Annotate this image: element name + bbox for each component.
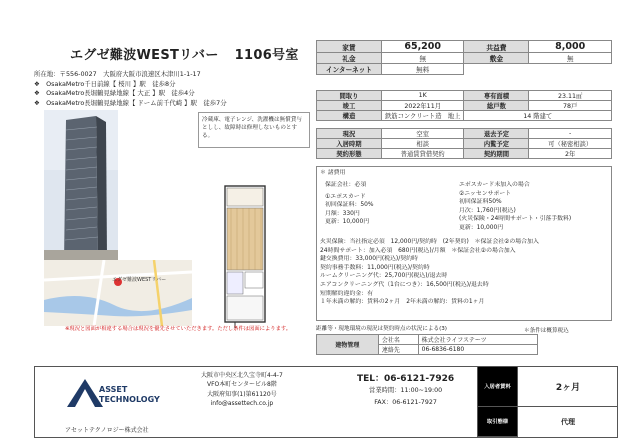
fee-item: １年未満の解約：賃料の2ヶ月 2年未満の解約：賃料の1ヶ月 [320,299,485,306]
alt-guarantor-block [459,181,609,233]
floors-value: 14 階建て [464,111,612,121]
building-name: エグゼ難波WESTリバー [70,48,219,63]
common-fee-value: 8,000 [529,41,612,53]
table-row [478,367,619,406]
tel-label: 連絡先 [378,345,418,355]
contract-type-label: 契約形態 [317,149,382,159]
area-map [44,260,192,326]
alt-line: (火災保険・24時間サポート・引落手数料) [459,216,572,223]
status-table [316,128,612,159]
fee-items [320,238,608,307]
layout-label: 間取り [317,91,382,101]
moveout-value: - [529,129,612,139]
warning-text: ※現況と図面が相違する場合は現況を優先させていただきます。ただし条件は図面によります。 [64,326,292,332]
alt-line: 初回保証料50% [459,199,502,206]
key-money-label: 礼金 [317,53,382,64]
table-row [317,101,612,111]
company-line: VFO本町センタービル8階 [206,381,277,389]
contract-term-value: 2年 [529,149,612,159]
deposit-value: 無 [529,53,612,64]
alt-title: エポスカード未加入の場合 [459,182,530,188]
viewing-label: 内覧予定 [464,139,529,149]
movein-label: 入居時期 [317,139,382,149]
station-line: ❖ OsakaMetro千日前線【 桜川 】駅 徒歩8分 [34,79,176,88]
spec-table [316,90,612,121]
card-title: ①エポスカード [325,193,366,200]
map-label: エグゼ難波WESTリバー [112,277,167,283]
structure-label: 構造 [317,111,382,121]
station-line: ❖ OsakaMetro長堀鶴見緑地線【 ドーム前千代崎 】駅 徒歩7分 [34,98,227,107]
page-title [70,44,299,63]
status-label: 現況 [317,129,382,139]
table-row [317,111,612,121]
agent-value: 代理 [518,406,619,436]
logo-text: ASSET [99,385,128,394]
area-label: 専有面積 [464,91,529,101]
fax-number: FAX：06-6121-7927 [374,399,437,406]
table-row [317,129,612,139]
table-row [317,41,612,53]
rent-value: 65,200 [381,41,464,53]
company-value: 株式会社ライフステーツ [418,335,537,345]
note-box: 冷蔵庫、電子レンジ、洗濯機は無償貸与としし、故障時は修理しないものとする。 [198,112,310,148]
manager-table [316,334,538,355]
contact-block [357,373,454,409]
fee-item: 鍵交換費用：33,000円(税込)/契約時 [320,256,418,263]
key-money-value: 無 [381,53,464,64]
structure-value: 鉄筋コンクリート造 地上 [381,111,464,121]
internet-value: 無料 [381,64,464,75]
fee-item: 24時間サポート：加入必須 680円(税込)/月額 ＊保証会社②の場合加入 [320,247,516,254]
alt-line: ②ニッセンサポート [459,190,512,197]
agent-box [477,367,618,437]
table-row [317,139,612,149]
tax-note: ＊条件は概算税込 [524,328,569,334]
company-email: info@assettech.co.jp [210,400,274,408]
guarantor-text: 保証会社：必須 [325,182,367,188]
rent-label: 家賃 [317,41,382,53]
table-row [317,335,538,345]
table-row [478,406,619,436]
contract-type-value: 普通賃貸借契約 [381,149,464,159]
agent-value: 2ヶ月 [518,367,619,406]
area-value: 23.11㎡ [529,91,612,101]
table-row [317,53,612,64]
built-value: 2022年11月 [381,101,464,111]
company-label: 会社名 [378,335,418,345]
layout-value: 1K [381,91,464,101]
station-line: ❖ OsakaMetro長堀鶴見緑地線【 大正 】駅 徒歩4分 [34,89,195,98]
agent-label: 取引態様 [478,406,518,436]
deposit-label: 敷金 [464,53,529,64]
fee-item: 火災保険：当社指定必須 12,000円/契約時 (2年契約) ＊保証会社②の場合加入 [320,239,539,245]
fees-header: ＊ 諸費用 [320,170,346,176]
company-info [201,371,283,409]
alt-line: 更新：10,000円 [459,224,504,231]
company-line: 大阪府知事(1)第61120号 [207,390,277,398]
built-label: 竣工 [317,101,382,111]
alt-line: 月次：1,760円(税込) [459,207,516,214]
fee-item: 短期解約違約金：有 [320,290,374,297]
hours: 営業時間：11:00~19:00 [369,387,443,394]
moveout-label: 退去予定 [464,129,529,139]
agent-label: 入居者賃料 [478,367,518,406]
address-line: 所在地：〒556-0027 大阪府大阪市浪速区木津川1-1-17 [34,70,201,78]
fee-item: 契約事務手数料：11,000円(税込)/契約時 [320,264,430,271]
company-name: アセットテクノロジー株式会社 [65,427,149,434]
footer [34,366,618,438]
viewing-value: 可（秘密相談） [529,139,612,149]
logo-text-2: TECHNOLOGY [99,395,160,404]
floor-plan [205,180,283,328]
fees-section [316,166,612,321]
epos-card-block [325,181,455,227]
card-line: 初回保証料：50% [325,202,374,209]
common-fee-label: 共益費 [464,41,529,53]
card-line: 月額：330円 [325,210,360,217]
company-logo [65,377,160,434]
room-number: 1106号室 [234,48,299,63]
card-line: 更新：10,000円 [325,219,370,226]
building-photo [44,110,118,270]
units-label: 総戸数 [464,101,529,111]
rent-table [316,40,612,75]
status-value: 空室 [381,129,464,139]
company-line: 大阪市中央区北久宝寺町4-4-7 [201,372,283,379]
table-row [317,64,612,75]
fee-item: エアコンクリーニング代（1台につき）：16,500円(税込)/退去時 [320,281,489,288]
table-row [317,149,612,159]
movein-value: 相談 [381,139,464,149]
tel-value: 06-6836-6180 [418,345,537,355]
internet-label: インターネット [317,64,382,75]
address-block [34,70,227,108]
tel-number: TEL：06-6121-7926 [357,374,455,384]
table-row [317,91,612,101]
manager-label: 建物管理 [317,335,379,355]
fee-item: ルームクリーニング代：25,700円(税込)/退去時 [320,273,448,280]
contract-term-label: 契約期間 [464,149,529,159]
units-value: 78戸 [529,101,612,111]
footnote: 距離等・現地環境の現況は契約時点の状況による(3) [316,326,447,332]
